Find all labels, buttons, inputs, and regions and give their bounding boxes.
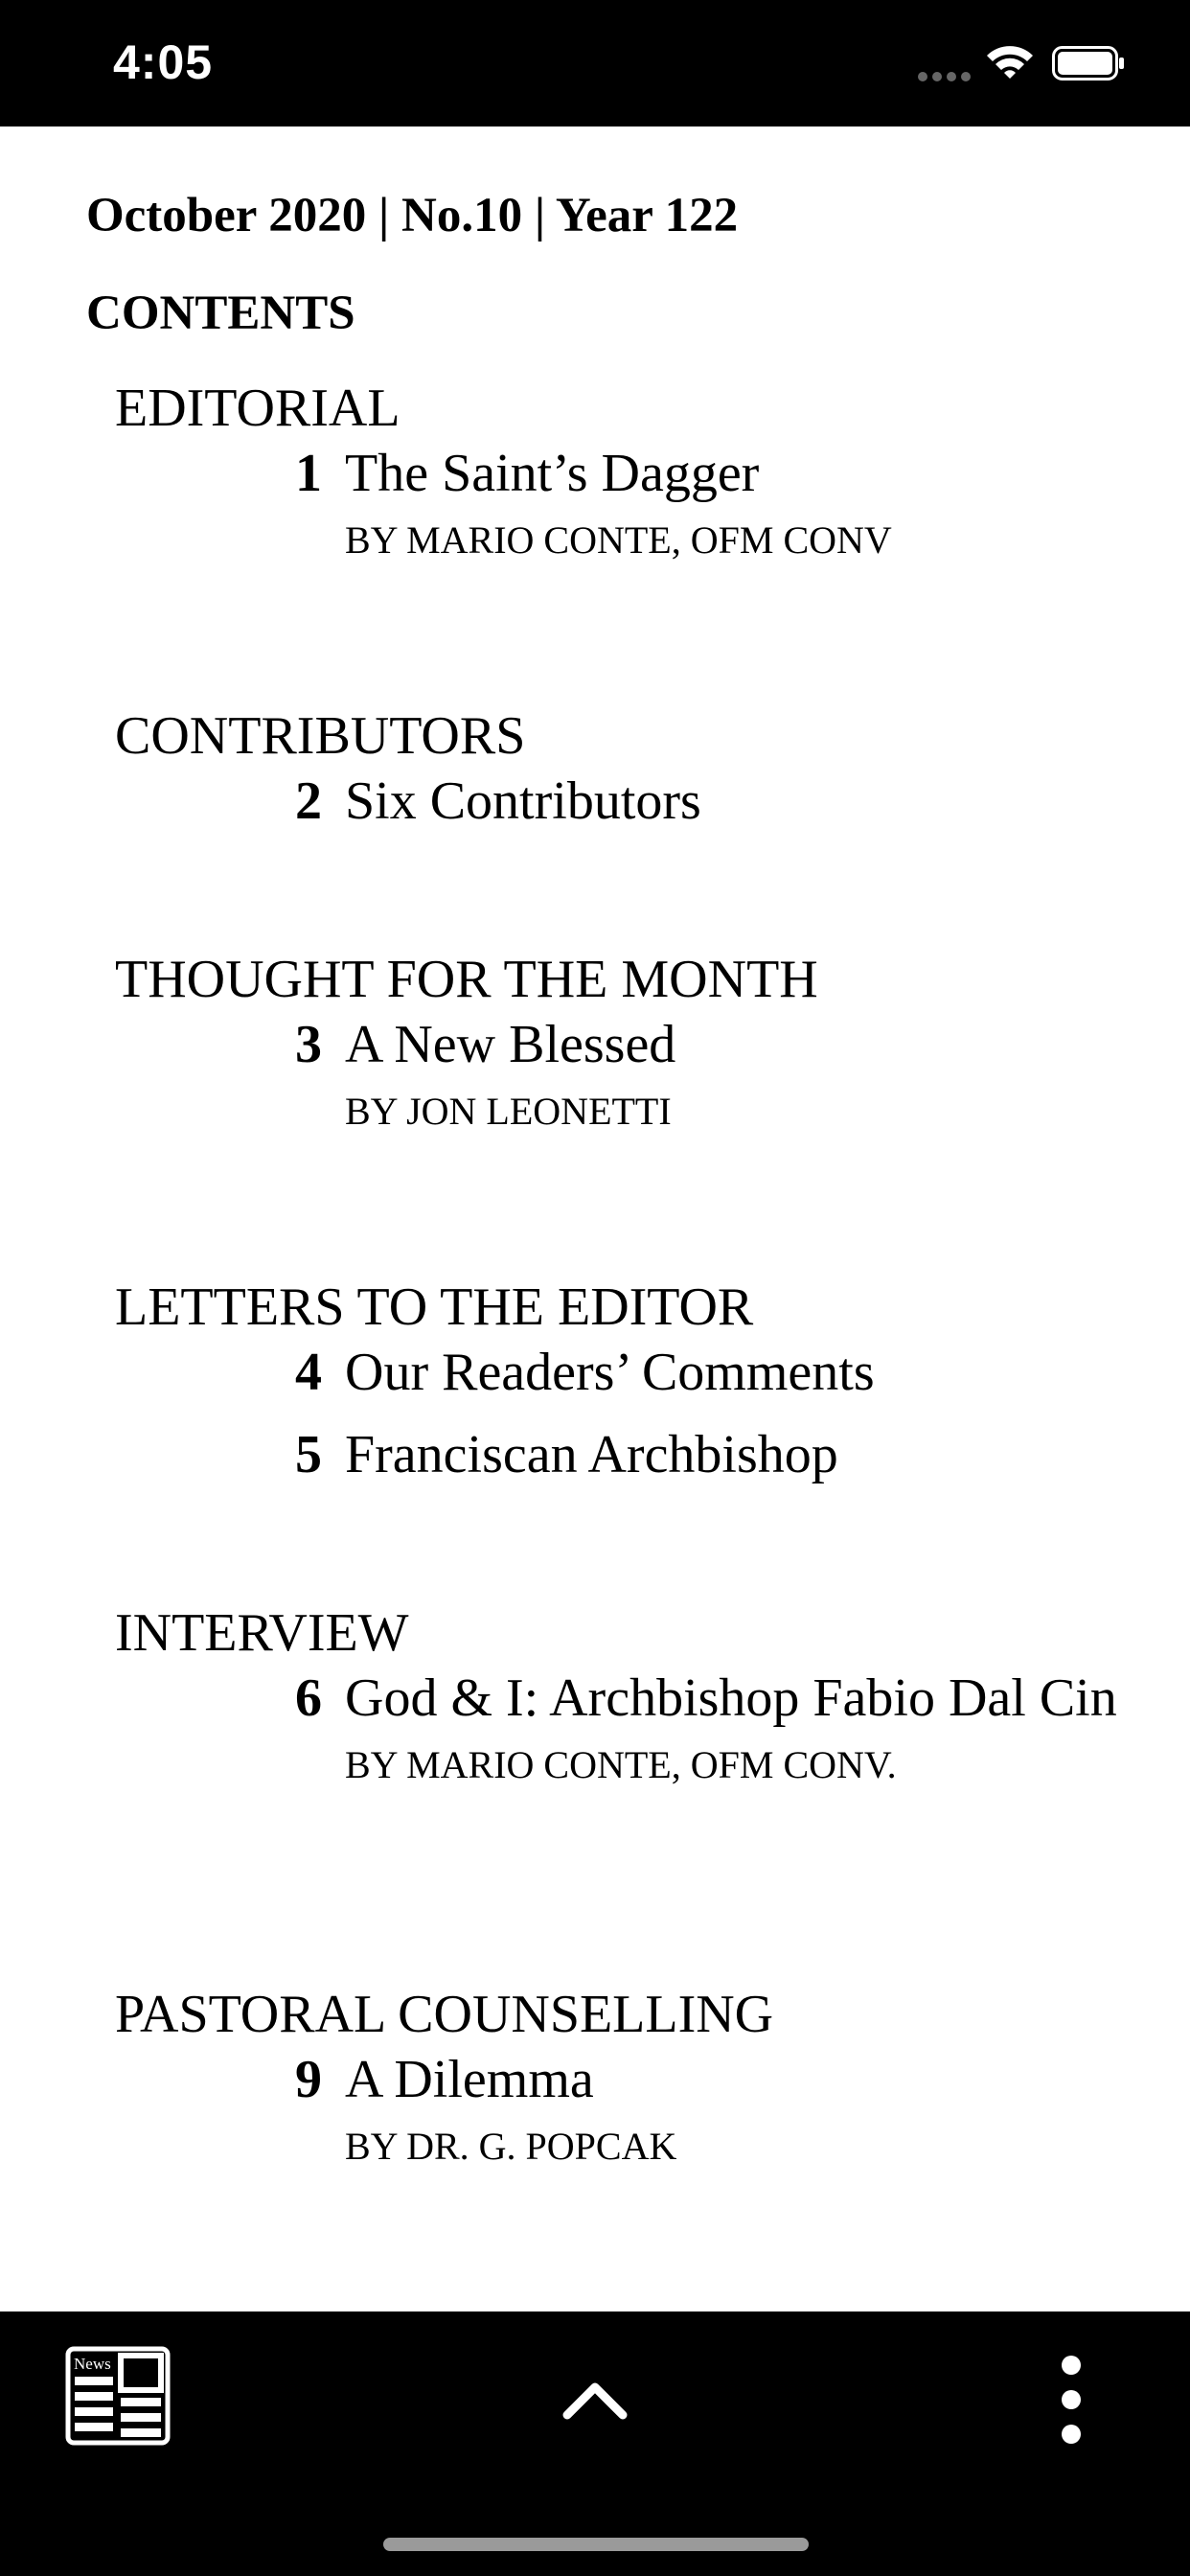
wifi-icon (985, 42, 1035, 80)
toc-entry[interactable] (287, 1420, 1150, 1489)
entry-title-row[interactable] (287, 1664, 1150, 1733)
article-byline: BY DR. G. POPCAK (345, 2125, 677, 2168)
page-number: 2 (295, 771, 322, 831)
cellular-signal-icon (917, 71, 973, 82)
section-title: EDITORIAL (115, 379, 400, 438)
page-number: 3 (295, 1015, 322, 1074)
entry-title-row[interactable] (287, 2045, 1150, 2114)
issue-line: October 2020 | No.10 | Year 122 (86, 189, 739, 242)
toc-entry[interactable] (287, 1338, 1150, 1407)
chevron-up-icon[interactable] (561, 2379, 629, 2421)
section-letters-to-the-editor (115, 1276, 1131, 1489)
toc-entry[interactable] (287, 767, 1150, 836)
section-title: LETTERS TO THE EDITOR (115, 1277, 754, 1337)
article-title[interactable]: The Saint’s Dagger (345, 444, 760, 503)
contents-heading: CONTENTS (86, 287, 355, 340)
page-number: 6 (295, 1668, 322, 1728)
table-of-contents (0, 126, 1190, 2312)
section-title: INTERVIEW (115, 1603, 409, 1663)
entry-title-row[interactable] (287, 439, 1150, 508)
news-icon[interactable] (65, 2346, 171, 2446)
section-title: THOUGHT FOR THE MONTH (115, 950, 818, 1009)
entry-title-row[interactable] (287, 767, 1150, 836)
entry-title-row[interactable] (287, 1420, 1150, 1489)
entry-title-row[interactable] (287, 1338, 1150, 1407)
section-thought-for-the-month (115, 949, 1131, 1135)
article-title[interactable]: Six Contributors (345, 771, 701, 831)
article-title[interactable]: A Dilemma (345, 2050, 594, 2109)
status-time: 4:05 (113, 35, 214, 89)
page-number: 1 (295, 444, 322, 503)
page-number: 5 (295, 1425, 322, 1484)
section-title: PASTORAL COUNSELLING (115, 1985, 774, 2044)
toc-entry[interactable] (287, 2045, 1150, 2170)
entry-title-row[interactable] (287, 1010, 1150, 1079)
battery-icon (1052, 46, 1125, 80)
toc-entry[interactable] (287, 1664, 1150, 1788)
section-contributors (115, 705, 1131, 836)
toc-entry[interactable] (287, 1010, 1150, 1135)
news-icon-text: News (74, 2355, 111, 2373)
article-byline: BY JON LEONETTI (345, 1090, 672, 1133)
home-indicator[interactable] (383, 2538, 809, 2551)
page-number: 4 (295, 1343, 322, 1402)
status-bar (0, 0, 1190, 126)
article-title[interactable]: Our Readers’ Comments (345, 1343, 875, 1402)
section-title: CONTRIBUTORS (115, 706, 526, 766)
page-number: 9 (295, 2050, 322, 2109)
more-vertical-icon[interactable] (1052, 2354, 1090, 2446)
section-pastoral-counselling (115, 1984, 1131, 2170)
article-title[interactable]: A New Blessed (345, 1015, 676, 1074)
article-byline: BY MARIO CONTE, OFM CONV. (345, 1743, 897, 1786)
article-title[interactable]: Franciscan Archbishop (345, 1425, 838, 1484)
article-title[interactable]: God & I: Archbishop Fabio Dal Cin (345, 1668, 1117, 1728)
section-editorial (115, 378, 1131, 564)
toc-entry[interactable] (287, 439, 1150, 564)
section-interview (115, 1602, 1131, 1788)
bottom-toolbar (0, 2312, 1190, 2576)
article-byline: BY MARIO CONTE, OFM CONV (345, 518, 892, 562)
